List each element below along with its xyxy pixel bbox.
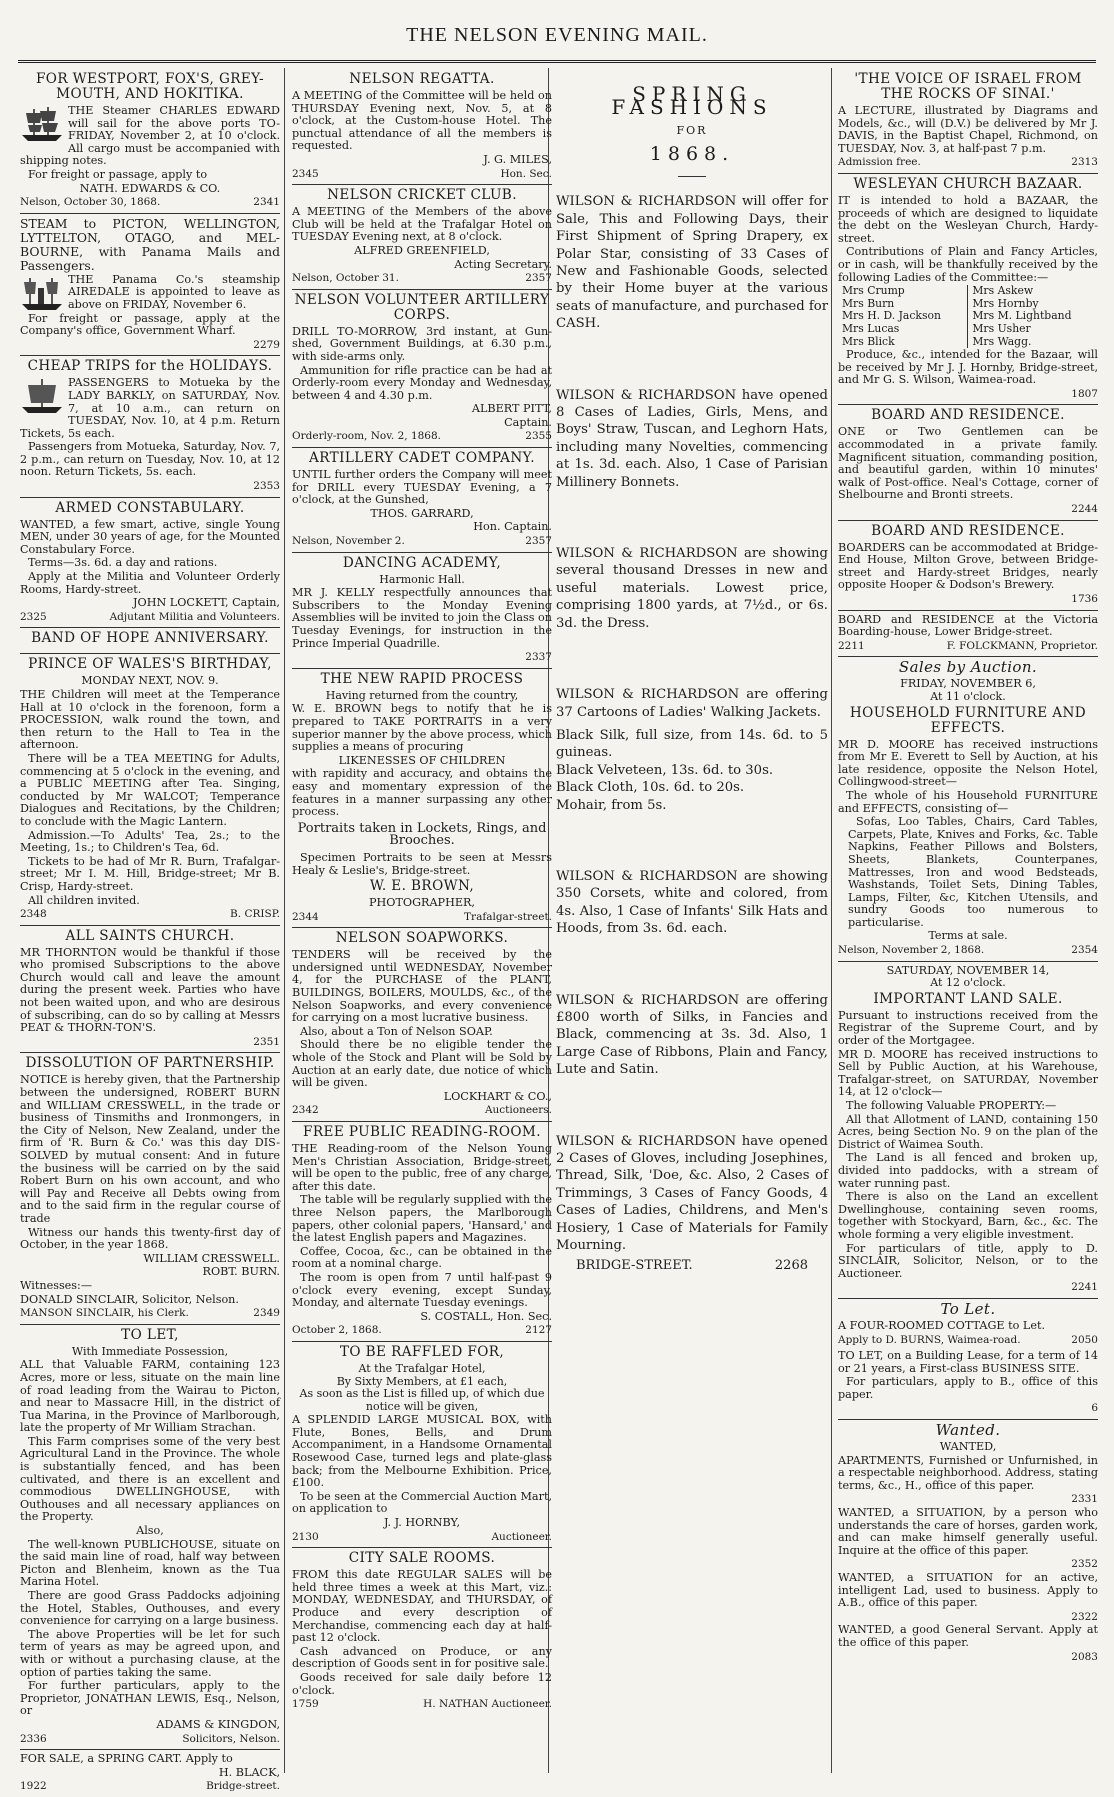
- ad-signature-2: Solicitors, Nelson.: [182, 1732, 280, 1745]
- ship-icon: [20, 105, 64, 143]
- ad-number: 1807: [1071, 387, 1098, 400]
- auction-time: At 11 o'clock.: [930, 689, 1006, 703]
- ad-admission: Admission free.: [838, 156, 921, 169]
- ad-number: 2279: [253, 338, 280, 351]
- price-line: Black Silk, full size, from 14s. 6d. to 5 guineas.: [556, 727, 828, 761]
- ad-subtitle: With Immediate Possession,: [71, 1344, 229, 1358]
- wilson-richardson-ads: [556, 193, 828, 1254]
- firm-name: WILSON & RICHARDSON: [556, 687, 740, 703]
- ad-regatta: [292, 72, 552, 185]
- ad-signature: ALFRED GREENFIELD,: [354, 243, 490, 257]
- ad-signature: S. COSTALL, Hon. Sec.: [420, 1309, 552, 1323]
- ad-number: 2357: [525, 272, 552, 285]
- column-2: [292, 70, 552, 1770]
- auction-heading: IMPORTANT LAND SALE.: [873, 990, 1063, 1007]
- ad-voice-of-israel: [838, 72, 1098, 174]
- ad-signature-2: ROBT. BURN.: [202, 1265, 280, 1279]
- ad-body: THE Reading-room of the Nelson Young Men's Christian Association, Bridge-street, will be open to the public, free of any charge, after this date.: [292, 1142, 552, 1193]
- column-1: [20, 70, 280, 1793]
- ad-number: 2337: [525, 651, 552, 664]
- ad-body-2: MR D. MOORE has received instructions to Sell by Public Auction, at his Warehouse, Trafalgar-street, on SATURDAY, November 14, at 12 o'clock—: [838, 1047, 1098, 1099]
- footer-street: BRIDGE-STREET.: [576, 1258, 693, 1274]
- committee-member: Mrs Lucas: [838, 323, 968, 336]
- ad-signature-2: Auctioneer.: [491, 1530, 552, 1543]
- firm-name: WILSON & RICHARDSON: [556, 546, 738, 562]
- ad-body: have opened 2 Cases of Gloves, including Josephines, Thread, Silk, 'Doe, &c. Also, 2 Cases of Trimmings, 3 Cases of Fancy Goods, 4 Cases of Ladies, Childrens, and Men's Hosiery, 1 Case of Materials for Family Mourning.: [556, 1133, 828, 1254]
- ad-body: MR THORNTON would be thankful if those who promised Subscriptions to the above Church would call and leave the amount during the present week. Parties who have not been waited upon, and who are desirous of subscribing, can do so by calling at Messrs PEAT & THORN-TON'S.: [20, 945, 280, 1035]
- ad-number: 2351: [253, 1035, 280, 1048]
- ad-profession: PHOTOGRAPHER,: [369, 896, 475, 910]
- ad-body-2: The whole of his Household FURNITURE and EFFECTS, consisting of—: [838, 788, 1098, 815]
- ad-body: THE Children will meet at the Temperance Hall at 10 o'clock in the forenoon, form a PROCESSION, walk round the town, and then return to the Hall to Tea in the afternoon.: [20, 688, 280, 752]
- wilson-richardson-ad: [556, 992, 828, 1133]
- ad-number: 1922: [20, 1780, 47, 1793]
- ad-body-3: Coffee, Cocoa, &c., can be obtained in the room at a nominal charge.: [292, 1244, 552, 1271]
- wilson-richardson-text: [556, 868, 828, 938]
- ad-specimen: Specimen Portraits to be seen at Messrs Healy & Leslie's, Bridge-street.: [292, 850, 552, 877]
- ad-subtitle: Harmonic Hall.: [379, 572, 465, 586]
- ad-signature: THOS. GARRARD,: [370, 506, 474, 520]
- ad-number: 2349: [253, 1307, 280, 1320]
- ad-body: WANTED, a few smart, active, single Young MEN, under 30 years of age, for the Mounted Constabulary Force.: [20, 517, 280, 556]
- ad-title: FREE PUBLIC READING-ROOM.: [303, 1124, 541, 1140]
- wilson-richardson-text: [556, 1133, 828, 1255]
- ad-number: 2331: [1071, 1493, 1098, 1506]
- ship-icon: [20, 274, 64, 312]
- ad-body-3: For particulars, apply to B., office of this paper.: [838, 1375, 1098, 1401]
- auction-date: SATURDAY, NOVEMBER 14,: [886, 963, 1050, 977]
- ad-body: THE Steamer CHARLES EDWARD will sail for the above ports TO-FRIDAY, November 2, at 10 o'clock. All cargo must be accompanied with shipping notes.: [20, 104, 280, 168]
- ad-title: BOARD AND RESIDENCE.: [871, 522, 1065, 539]
- ad-body: FROM this date REGULAR SALES will be held three times a week at this Mart, viz.: MONDAY, WEDNESDAY, and THURSDAY, of Produce and every description of Merchandise, commencing each day at half-past 12 o'clock.: [292, 1568, 552, 1645]
- ad-dissolution: [20, 1056, 280, 1324]
- ad-body-6: For further particulars, apply to the Proprietor, JONATHAN LEWIS, Esq., Nelson, or: [20, 1679, 280, 1718]
- ad-band-of-hope: [20, 631, 280, 654]
- ad-number: 1759: [292, 1698, 319, 1711]
- ad-title: NELSON CRICKET CLUB.: [327, 187, 517, 204]
- committee-member: Mrs Crump: [838, 285, 968, 298]
- ad-city-sale-rooms: [292, 1551, 552, 1715]
- ad-body-3: The well-known PUBLICHOUSE, situate on the said main line of road, half way between Picton and Blenheim, known as the Tua Marina Hotel.: [20, 1537, 280, 1589]
- ad-date: Nelson, November 2, 1868.: [838, 944, 985, 957]
- ad-body: A LECTURE, illustrated by Diagrams and Models, &c., will (D.V.) be delivered by Mr J. DAVIS, in the Baptist Chapel, Richmond, on TUESDAY, Nov. 3, at half-past 7 p.m.: [838, 104, 1098, 155]
- ad-body-2: Witness our hands this twenty-first day of October, in the year 1868.: [20, 1225, 280, 1252]
- ad-signature-2: Hon. Captain.: [473, 520, 552, 534]
- ad-body: UNTIL further orders the Company will meet for DRILL every TUESDAY Evening, a 7 o'clock, at the Gunshed,: [292, 468, 552, 507]
- column-divider: [831, 68, 832, 1773]
- ad-cricket: [292, 188, 552, 290]
- ad-title: CITY SALE ROOMS.: [348, 1550, 496, 1567]
- footer-number: 2268: [774, 1258, 808, 1274]
- ad-title: NELSON SOAPWORKS.: [335, 930, 509, 947]
- ad-picton: [20, 217, 280, 357]
- ad-body: are offering £800 worth of Silks, in Fancies and Black, commencing at 3s. 3d. Also, 1 Large Case of Ribbons, Plain and Fancy, Lute and Satin.: [556, 992, 829, 1078]
- ad-to-let-farm: [20, 1328, 280, 1750]
- ad-body-3: Admission.—To Adults' Tea, 2s.; to the Meeting, 1s.; to Children's Tea, 6d.: [20, 828, 280, 855]
- ad-body: BOARD and RESIDENCE at the Victoria Boarding-house, Lower Bridge-street.: [838, 612, 1098, 639]
- ad-title: ARTILLERY CADET COMPANY.: [309, 450, 535, 467]
- ad-body: BOARDERS can be accommodated at Bridge-End House, Milton Grove, between Bridge-street and Hardy-street Bridges, nearly opposite Hooper & Dodson's Brewery.: [838, 540, 1098, 592]
- ad-body-4: All that Allotment of LAND, containing 150 Acres, being Section No. 9 on the plan of the District of Waimea South.: [838, 1112, 1098, 1151]
- ad-title: CHEAP TRIPS for the HOLIDAYS.: [27, 358, 273, 375]
- ad-body-5: All children invited.: [28, 893, 140, 907]
- ad-witness-2: MANSON SINCLAIR, his Clerk.: [20, 1307, 189, 1320]
- ad-signature-2: Bridge-street.: [206, 1780, 280, 1793]
- ad-signature-2: Captain.: [504, 415, 552, 429]
- ad-body: will offer for Sale, This and Following Days, their First Shipment of Spring Drapery, ex Polar Star, consisting of 33 Cases of New and Fashionable Goods, selected by their Home buyer at the various seats of manufacture, and purchased for CASH.: [556, 194, 828, 332]
- ad-apply: Apply at the Militia and Volunteer Orderly Rooms, Hardy-street.: [20, 570, 280, 596]
- ad-signature-2: Hon. Sec.: [500, 167, 552, 180]
- ad-board-2: [838, 524, 1098, 611]
- ad-soapworks: [292, 931, 552, 1122]
- firm-name: WILSON & RICHARDSON: [556, 868, 738, 884]
- ad-signature: ADAMS & KINGDON,: [156, 1717, 280, 1731]
- ad-body: APARTMENTS, Furnished or Unfurnished, in a respectable neighborhood. Address, stating terms, &c., H., office of this paper.: [838, 1453, 1098, 1492]
- ad-subtitle: Having returned from the country,: [325, 688, 519, 702]
- ad-body: Pursuant to instructions received from the Registrar of the Supreme Court, and by order of the Mortgagee.: [838, 1008, 1098, 1048]
- ad-date: Orderly-room, Nov. 2, 1868.: [292, 430, 441, 443]
- firm-name: WILSON & RICHARDSON: [556, 992, 740, 1008]
- ad-prince-birthday: [20, 657, 280, 925]
- ad-body: ONE or Two Gentlemen can be accommodated in a private family. Magnificent situation, commanding position, and beautiful garden, within 10 minutes' walk of Post-office. Neal's Cottage, corner of Shelbourne and Bronti streets.: [838, 425, 1098, 502]
- ad-board-1: [838, 408, 1098, 520]
- ad-body: MR D. MOORE has received instructions from Mr E. Everett to Sell by Auction, at his late residence, opposite the Nelson Hotel, Collingwood-street—: [838, 737, 1098, 789]
- ad-number-2: 6: [1091, 1402, 1098, 1415]
- ad-body-3: WANTED, a SITUATION for an active, intelligent Lad, used to business. Apply to A.B., office of this paper.: [838, 1571, 1098, 1610]
- ad-body-2: Also, about a Ton of Nelson SOAP.: [300, 1024, 493, 1038]
- ad-body-2: TO LET, on a Building Lease, for a term of 14 or 21 years, a First-class BUSINESS SITE.: [838, 1349, 1098, 1375]
- ad-date: Nelson, October 30, 1868.: [20, 196, 161, 209]
- ad-number: 2127: [525, 1324, 552, 1337]
- ad-dancing: [292, 556, 552, 669]
- masthead-rule: [18, 60, 1096, 63]
- ad-to-let: [838, 1299, 1098, 1420]
- ad-title: THE NEW RAPID PROCESS: [320, 670, 524, 687]
- firm-name: WILSON & RICHARDSON: [556, 387, 737, 403]
- ad-number: 2336: [20, 1732, 47, 1745]
- ad-body: ALL that Valuable FARM, containing 123 Acres, more or less, situate on the main line of road leading from the Wairau to Picton, and near to Massacre Hill, in the district of Tua Marina, in the Province of Marlborough, late the property of Mr William Strachan.: [20, 1358, 280, 1435]
- ad-number: 2355: [525, 430, 552, 443]
- wilson-richardson-text: [556, 545, 828, 632]
- committee-member: Mrs Burn: [838, 298, 968, 311]
- ad-wanted: [838, 1423, 1098, 1667]
- ad-apply: Apply to D. BURNS, Waimea-road.: [838, 1333, 1021, 1346]
- ad-title: TO LET,: [121, 1326, 179, 1343]
- ad-cheap-trips: [20, 359, 280, 497]
- ad-body-2: This Farm comprises some of the very best Agricultural Land in the Province. The whole is substantially fenced, and has been cultivated, and there is an excellent and commodious DWELLINGHOUSE, with Outhouses and all necessary appliances on the Property.: [20, 1434, 280, 1524]
- ad-title: NELSON REGATTA.: [349, 71, 495, 87]
- ad-terms: Terms at sale.: [928, 929, 1008, 943]
- ad-body: A MEETING of the Members of the above Club will be held at the Trafalgar Hotel on TUESDAY Evening next, at 8 o'clock.: [292, 205, 552, 244]
- masthead: [0, 0, 1114, 58]
- ad-likeness: LIKENESSES OF CHILDREN: [338, 753, 506, 767]
- ad-signature: WILLIAM CRESSWELL.: [143, 1251, 280, 1265]
- ad-signature: LOCKHART & CO.,: [443, 1089, 552, 1103]
- ad-artillery: [292, 293, 552, 448]
- ad-title: ARMED CONSTABULARY.: [55, 499, 245, 516]
- firm-name: WILSON & RICHARDSON: [556, 194, 737, 210]
- ad-body: are offering 37 Cartoons of Ladies' Walking Jackets.: [556, 687, 829, 720]
- committee-member: Mrs Usher: [972, 321, 1031, 335]
- ad-body-2: Cash advanced on Produce, or any description of Goods sent in for positive sale.: [292, 1644, 552, 1671]
- ad-signature-2: Acting Secretary.: [454, 257, 552, 271]
- section-title: To Let.: [940, 1299, 996, 1318]
- wilson-richardson-ad: [556, 545, 828, 686]
- ship-icon: [20, 377, 64, 415]
- ad-body: NOTICE is hereby given, that the Partnership between the undersigned, ROBERT BURN and WILLIAM CRESSWELL, in the trade or business of Tinsmiths and Ironmongers, in the City of Nelson, New Zealand, under the firm of 'R. Burn & Co.' was this day DIS-SOLVED by mutual consent: And in future the business will be carried on by the said Robert Burn on his own account, and who will Pay and Receive all Debts owing from and to the said firm in the regular course of trade: [20, 1073, 280, 1225]
- ad-body-5: The above Properties will be let for such term of years as may be agreed upon, and with or without a purchasing clause, at the option of parties taking the same.: [20, 1627, 280, 1679]
- column-3: [556, 70, 828, 1770]
- ad-title: WESLEYAN CHURCH BAZAAR.: [853, 175, 1083, 192]
- ad-number: 2313: [1071, 156, 1098, 169]
- ad-body-3: Goods received for sale daily before 12 o'clock.: [292, 1670, 552, 1697]
- spring-year: 1868.: [649, 142, 735, 165]
- ad-body: IT is intended to hold a BAZAAR, the proceeds of which are designed to liquidate the debt on the Wesleyan Church, Hardy-street.: [838, 193, 1098, 245]
- ad-name: W. E. BROWN,: [369, 878, 475, 895]
- section-title: Sales by Auction.: [898, 658, 1038, 677]
- ad-westport: [20, 72, 280, 214]
- ad-body-2: WANTED, a SITUATION, by a person who understands the care of horses, garden work, and can make himself generally useful. Inquire at the office of this paper.: [838, 1506, 1098, 1557]
- ad-auction-furniture: [838, 660, 1098, 961]
- ad-body-4: The room is open from 7 until half-past 9 o'clock every evening, except Sunday, Monday, and alternate Tuesday evenings.: [292, 1270, 552, 1310]
- ad-body-4: WANTED, a good General Servant. Apply at the office of this paper.: [838, 1623, 1098, 1649]
- ad-body-2: Ammunition for rifle practice can be had at Orderly-room every Monday and Wednesday, between 4 and 4.30 p.m.: [292, 363, 552, 402]
- ad-number: 2244: [1071, 503, 1098, 516]
- ad-armed-constabulary: [20, 501, 280, 629]
- spring-fashions-heading: SPRING FASHIONS: [611, 82, 773, 119]
- ad-body-7: For particulars of title, apply to D. SINCLAIR, Solicitor, Nelson, or to the Auctioneer.: [838, 1241, 1098, 1280]
- ad-body-2: To be seen at the Commercial Auction Mart, on application to: [292, 1489, 552, 1516]
- ad-body-4: Tickets to be had of Mr R. Burn, Trafalgar-street; Mr I. M. Hill, Bridge-street; Mr B. Crisp, Hardy-street.: [20, 854, 280, 893]
- wilson-richardson-text: [556, 992, 828, 1079]
- ad-number: 2342: [292, 1104, 319, 1117]
- ad-signature-2: Adjutant Militia and Volunteers.: [109, 610, 280, 623]
- ad-body: FOR SALE, a SPRING CART. Apply to: [20, 1752, 233, 1766]
- auction-time: At 12 o'clock.: [930, 976, 1006, 990]
- firm-name: WILSON & RICHARDSON: [556, 1133, 737, 1149]
- ad-body-3: Should there be no eligible tender the whole of the Stock and Plant will be Sold by Auction at an early date, due notice of which will be given.: [292, 1038, 552, 1090]
- ad-number: 2130: [292, 1530, 319, 1543]
- ad-lockets: Portraits taken in Lockets, Rings, and Brooches.: [297, 820, 547, 849]
- wilson-richardson-ad: [556, 1133, 828, 1255]
- ad-body: TENDERS will be received by the undersigned until WEDNESDAY, November 4, for the PURCHASE of the PLANT, BUILDINGS, BOILERS, MOULDS, &c., of the Nelson Soapworks, and every convenience for carrying on a most lucrative business.: [292, 948, 552, 1025]
- ad-witnesses: Witnesses:—: [20, 1278, 93, 1292]
- ad-signature: J. J. HORNBY,: [383, 1516, 461, 1530]
- ad-date: Nelson, November 2.: [292, 535, 405, 548]
- ad-body-6: There is also on the Land an excellent Dwellinghouse, containing seven rooms, together with Stockyard, Barn, &c., &c. The whole forming a very eligible investment.: [838, 1190, 1098, 1241]
- ad-number: 2241: [1071, 1281, 1098, 1294]
- ad-title: FOR WESTPORT, FOX'S, GREY-MOUTH, AND HOKITIKA.: [35, 71, 265, 102]
- ad-body: have opened 8 Cases of Ladies, Girls, Mens, and Boys' Straw, Tuscan, and Leghorn Hats, including many Novelties, commencing at 1s. 3d. each. Also, 1 Case of Parisian Millinery Bonnets.: [556, 387, 828, 490]
- ad-rapid-process: [292, 672, 552, 929]
- ad-number: 2345: [292, 167, 319, 180]
- ad-body-4: There are good Grass Paddocks adjoining the Hotel, Stables, Outhouses, and every convenience for carrying on a large business.: [20, 1589, 280, 1628]
- ad-number: 2348: [20, 908, 47, 921]
- wilson-richardson-ad: [556, 868, 828, 992]
- ad-number: 2354: [1071, 944, 1098, 957]
- ad-date: Nelson, October 31.: [292, 272, 399, 285]
- ad-body: are showing several thousand Dresses in new and useful materials. Lowest price, comprising 1800 yards, at 7½d., or 6s. 3d. the Dress.: [556, 546, 828, 631]
- newspaper-title: THE NELSON EVENING MAIL.: [406, 24, 708, 46]
- ad-terms: Terms—3s. 6d. a day and rations.: [28, 556, 218, 570]
- ad-title: DISSOLUTION OF PARTNERSHIP.: [25, 1055, 275, 1072]
- ad-body-2: The table will be regularly supplied with the three Nelson papers, the Marlborough papers, other colonial papers, 'Hansard,' and the latest English papers and Magazines.: [292, 1193, 553, 1245]
- ad-title: BAND OF HOPE ANNIVERSARY.: [31, 630, 269, 647]
- wilson-richardson-text: [556, 686, 828, 721]
- ad-subtitle: MONDAY NEXT, NOV. 9.: [81, 674, 219, 688]
- committee-table: [838, 285, 1098, 348]
- ad-title: NELSON VOLUNTEER ARTILLERY CORPS.: [294, 291, 550, 323]
- ad-signature: B. CRISP.: [230, 908, 280, 921]
- ad-cadet: [292, 451, 552, 553]
- ad-number: 2344: [292, 910, 319, 923]
- ad-apply: For freight or passage, apply at the Company's office, Government Wharf.: [20, 311, 280, 338]
- column-divider: [284, 68, 285, 1773]
- ad-body-2: Passengers from Motueka, Saturday, Nov. 7, 2 p.m., can return on Tuesday, Nov. 10, at 12 noon. Return Tickets, 5s. each.: [20, 440, 280, 479]
- ad-title: DANCING ACADEMY,: [342, 554, 502, 571]
- committee-member: Mrs H. D. Jackson: [838, 310, 968, 323]
- ad-body-2: Contributions of Plain and Fancy Articles, or in cash, will be thankfully received by the following Ladies of the Committee:—: [838, 245, 1098, 284]
- ad-witness-1: DONALD SINCLAIR, Solicitor, Nelson.: [20, 1292, 239, 1306]
- wilson-richardson-text: [556, 387, 828, 491]
- column-4: [838, 70, 1098, 1770]
- ad-all-saints: [20, 929, 280, 1054]
- ad-title: ALL SAINTS CHURCH.: [65, 927, 235, 944]
- committee-member: Mrs Askew: [972, 284, 1034, 298]
- ad-number: 2357: [525, 535, 552, 548]
- price-line: Black Cloth, 10s. 6d. to 20s.: [556, 780, 745, 796]
- auction-heading: HOUSEHOLD FURNITURE AND EFFECTS.: [849, 704, 1087, 736]
- ad-body: MR J. KELLY respectfully announces that Subscribers to the Monday Evening Assemblies will be invited to join the Class on Tuesday Evenings, for instruction in the Prince Imperial Quadrille.: [292, 586, 552, 650]
- ad-land-sale: [838, 965, 1098, 1299]
- committee-member: Mrs Wagg.: [972, 334, 1032, 348]
- ad-signature: ALBERT PITT,: [471, 402, 552, 416]
- ad-signature: J. G. MILES,: [483, 152, 552, 166]
- ad-address: Trafalgar-street.: [464, 910, 552, 923]
- ad-number-2: 2352: [1071, 1558, 1098, 1571]
- ad-title: PRINCE OF WALES'S BIRTHDAY,: [28, 656, 272, 673]
- price-line: Black Velveteen, 13s. 6d. to 30s.: [556, 762, 774, 778]
- ad-body-2: with rapidity and accuracy, and obtains the easy and momentary expression of the features in a manner surpassing any other process.: [292, 767, 552, 819]
- wilson-richardson-text: [556, 193, 828, 332]
- ad-title: BOARD AND RESIDENCE.: [871, 407, 1065, 424]
- ad-signature: H. BLACK,: [218, 1765, 280, 1779]
- ad-board-3: [838, 614, 1098, 658]
- ad-subtitle-3: As soon as the List is filled up, of which due notice will be given,: [299, 1387, 545, 1413]
- ad-number-3: 2322: [1071, 1610, 1098, 1623]
- ad-title: 'THE VOICE OF ISRAEL FROM THE ROCKS OF SINAI.': [854, 71, 1082, 102]
- ad-subtitle: At the Trafalgar Hotel,: [358, 1361, 486, 1375]
- wanted-heading: WANTED,: [939, 1440, 997, 1454]
- ad-spring-cart: [20, 1753, 280, 1797]
- ad-body: PASSENGERS to Motueka by the LADY BARKLY, on SATURDAY, Nov. 7, at 10 a.m., can return on TUESDAY, Nov. 10, at 4 p.m. Return Tickets, 5s each.: [20, 376, 280, 440]
- committee-member: Mrs Hornby: [972, 296, 1039, 310]
- ad-apply: For freight or passage, apply to: [28, 167, 208, 181]
- ad-number-4: 2083: [1071, 1650, 1098, 1663]
- ad-number: 2050: [1071, 1333, 1098, 1346]
- wilson-richardson-ad: [556, 387, 828, 545]
- ad-title: STEAM to PICTON, WELLINGTON, LYTTELTON, OTAGO, and MEL-BOURNE, with Panama Mails and Passengers.: [20, 215, 280, 273]
- ad-body: DRILL TO-MORROW, 3rd instant, at Gun-shed, Government Buildings, at 6.30 p.m., with side-arms only.: [292, 324, 552, 363]
- ad-signature: JOHN LOCKETT, Captain,: [133, 596, 280, 610]
- divider: [678, 176, 706, 177]
- wilson-richardson-ad: [556, 686, 828, 868]
- ad-title: TO BE RAFFLED FOR,: [339, 1343, 505, 1360]
- price-line: Mohair, from 5s.: [556, 797, 667, 813]
- ad-items: Sofas, Loo Tables, Chairs, Card Tables, Carpets, Plate, Knives and Forks, &c. Table Napkins, Feather Pillows and Bolsters, Sheets, Blankets, Counterpanes, Mattresses, Iron and wood Bedsteads, Washstands, Toilet Sets, Dining Tables, Lamps, Filter, &c, Kitchen Utensils, and sundry Goods too numerous to particularise.: [848, 815, 1098, 929]
- ad-body: A SPLENDID LARGE MUSICAL BOX, with Flute, Bones, Bells, and Drum Accompaniment, in a Handsome Ornamental Rosewood Case, turned legs and plate-glass back; from the Melbourne Exhibition. Price, £100.: [292, 1413, 552, 1490]
- ad-body: THE Panama Co.'s steamship AIREDALE is appointed to leave as above on FRIDAY, November 6.: [68, 272, 280, 311]
- ad-signature: F. FOLCKMANN, Proprietor.: [946, 639, 1098, 652]
- ad-body: are showing 350 Corsets, white and colored, from 4s. Also, 1 Case of Infants' Silk Hats and Hoods, from 3s. 6d. each.: [556, 868, 828, 937]
- section-title: Wanted.: [935, 1421, 1001, 1440]
- committee-member: Mrs M. Lightband: [972, 309, 1072, 323]
- ad-body-2: There will be a TEA MEETING for Adults, commencing at 5 o'clock in the evening, and a PUBLIC MEETING after Tea. Singing, conducted by Mr WALCOT; Temperance Dialogues and Recitations, by the Children; to conclude with the Magic Lantern.: [20, 751, 280, 828]
- ad-body: A MEETING of the Committee will be held on THURSDAY Evening next, Nov. 5, at 8 o'clock, at the Custom-house Hotel. The punctual attendance of all the members is requested.: [292, 89, 552, 153]
- ad-body-3: Produce, &c., intended for the Bazaar, will be received by Mr J. J. Hornby, Bridge-street, and Mr G. S. Wilson, Waimea-road.: [838, 348, 1098, 387]
- ad-body-3: The following Valuable PROPERTY:—: [846, 1099, 1057, 1112]
- ad-number: 2353: [253, 480, 280, 493]
- ad-body-5: The Land is all fenced and broken up, divided into paddocks, with a stream of water running past.: [838, 1151, 1098, 1190]
- ad-signature-2: Auctioneers.: [484, 1104, 552, 1117]
- ad-body: W. E. BROWN begs to notify that he is prepared to TAKE PORTRAITS in a very superior manner by the above process, which supplies a means of procuring: [292, 702, 552, 754]
- ad-bazaar: [838, 177, 1098, 406]
- ad-also: Also,: [136, 1524, 164, 1538]
- ad-number: 2211: [838, 639, 865, 652]
- ad-body: A FOUR-ROOMED COTTAGE to Let.: [838, 1318, 1045, 1332]
- ad-number: 1736: [1071, 593, 1098, 605]
- spring-for: FOR: [676, 124, 708, 138]
- wilson-richardson-ad: [556, 193, 828, 386]
- ad-agent: NATH. EDWARDS & CO.: [79, 181, 221, 195]
- ad-reading-room: [292, 1125, 552, 1342]
- ad-date: October 2, 1868.: [292, 1324, 382, 1337]
- ad-signature: H. NATHAN Auctioneer.: [423, 1698, 552, 1711]
- auction-date: FRIDAY, NOVEMBER 6,: [900, 677, 1036, 691]
- ad-raffle: [292, 1345, 552, 1548]
- committee-member: Mrs Blick: [838, 336, 968, 349]
- ad-number: 2341: [253, 196, 280, 209]
- ad-subtitle-2: By Sixty Members, at £1 each,: [336, 1374, 508, 1388]
- ad-number: 2325: [20, 610, 47, 623]
